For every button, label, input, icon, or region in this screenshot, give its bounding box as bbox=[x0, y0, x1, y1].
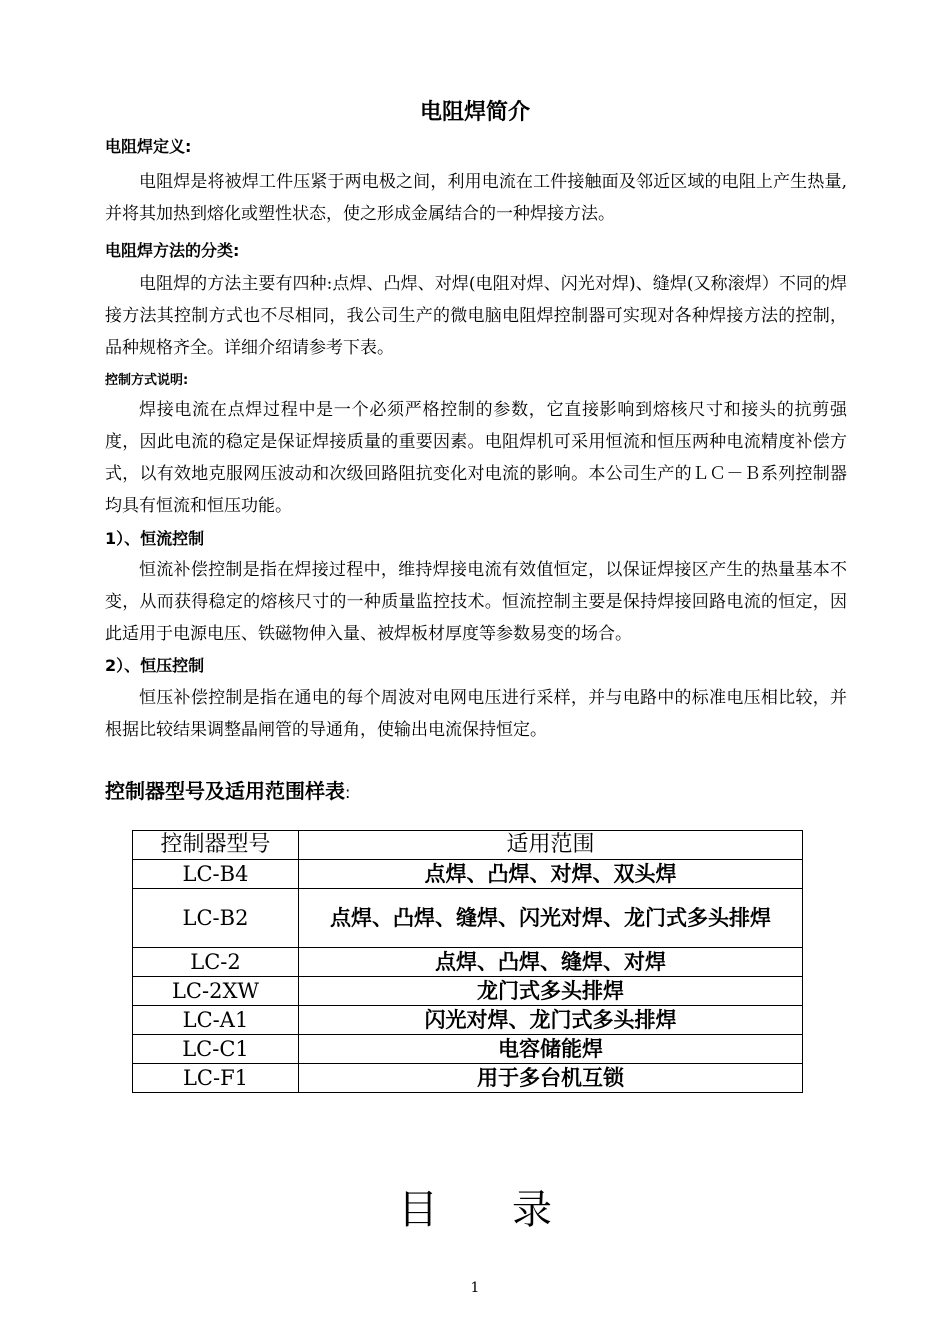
range-cell: 电容储能焊 bbox=[299, 1035, 803, 1064]
table-row bbox=[133, 1006, 803, 1035]
model-cell: LC-2 bbox=[133, 948, 299, 977]
classification-heading: 电阻焊方法的分类: bbox=[105, 241, 240, 260]
range-cell: 点焊、凸焊、缝焊、对焊 bbox=[299, 948, 803, 977]
header-range: 适用范围 bbox=[299, 831, 803, 860]
control-heading: 控制方式说明: bbox=[105, 373, 189, 388]
definition-paragraph: 电阻焊是将被焊工件压紧于两电极之间，利用电流在工件接触面及邻近区域的电阻上产生热量,并将其加热到熔化或塑性状态，使之形成金属结合的一种焊接方法。 bbox=[105, 172, 847, 224]
range-cell: 点焊、凸焊、对焊、双头焊 bbox=[299, 860, 803, 889]
table-row bbox=[133, 889, 803, 948]
model-cell: LC-B4 bbox=[133, 860, 299, 889]
model-cell: LC-F1 bbox=[133, 1064, 299, 1093]
table-title-text: 控制器型号及适用范围样表 bbox=[105, 779, 345, 803]
constant-current-paragraph: 恒流补偿控制是指在焊接过程中，维持焊接电流有效值恒定，以保证焊接区产生的热量基本不变，从而获得稳定的熔核尺寸的一种质量监控技术。恒流控制主要是保持焊接回路电流的恒定，因此适用于电源电压、铁磁物伸入量、被焊板材厚度等参数易变的场合。 bbox=[105, 560, 847, 644]
constant-current-heading: 1）、恒流控制 bbox=[105, 529, 205, 548]
page-title: 电阻焊简介 bbox=[419, 100, 530, 125]
table-header-row bbox=[133, 831, 803, 860]
table-row bbox=[133, 860, 803, 889]
definition-heading: 电阻焊定义: bbox=[105, 137, 192, 156]
control-paragraph: 焊接电流在点焊过程中是一个必须严格控制的参数，它直接影响到熔核尺寸和接头的抗剪强度，因此电流的稳定是保证焊接质量的重要因素。电阻焊机可采用恒流和恒压两种电流精度补偿方式，以有效地克服网压波动和次级回路阻抗变化对电流的影响。本公司生产的ＬＣ－Ｂ系列控制器均具有恒流和恒压功能。 bbox=[105, 400, 847, 516]
controller-model-table bbox=[132, 830, 803, 1093]
model-cell: LC-C1 bbox=[133, 1035, 299, 1064]
table-title bbox=[105, 776, 350, 808]
range-cell: 用于多台机互锁 bbox=[299, 1064, 803, 1093]
model-cell: LC-B2 bbox=[133, 889, 299, 948]
constant-voltage-heading: 2）、恒压控制 bbox=[105, 656, 205, 675]
header-model: 控制器型号 bbox=[133, 831, 299, 860]
table-row bbox=[133, 1064, 803, 1093]
constant-voltage-paragraph: 恒压补偿控制是指在通电的每个周波对电网电压进行采样，并与电路中的标准电压相比较，并根据比较结果调整晶闸管的导通角，使输出电流保持恒定。 bbox=[105, 688, 847, 740]
toc-heading: 目录 bbox=[398, 1187, 626, 1233]
table-row bbox=[133, 1035, 803, 1064]
model-cell: LC-A1 bbox=[133, 1006, 299, 1035]
table-row bbox=[133, 977, 803, 1006]
model-cell: LC-2XW bbox=[133, 977, 299, 1006]
range-cell: 点焊、凸焊、缝焊、闪光对焊、龙门式多头排焊 bbox=[299, 889, 803, 948]
page-number: 1 bbox=[470, 1280, 480, 1296]
table-title-colon: : bbox=[345, 783, 351, 802]
table-row bbox=[133, 948, 803, 977]
range-cell: 闪光对焊、龙门式多头排焊 bbox=[299, 1006, 803, 1035]
classification-paragraph: 电阻焊的方法主要有四种:点焊、凸焊、对焊(电阻对焊、闪光对焊)、缝焊(又称滚焊）不同的焊接方法其控制方式也不尽相同，我公司生产的微电脑电阻焊控制器可实现对各种焊接方法的控制，品种规格齐全。详细介绍请参考下表。 bbox=[105, 274, 847, 358]
range-cell: 龙门式多头排焊 bbox=[299, 977, 803, 1006]
